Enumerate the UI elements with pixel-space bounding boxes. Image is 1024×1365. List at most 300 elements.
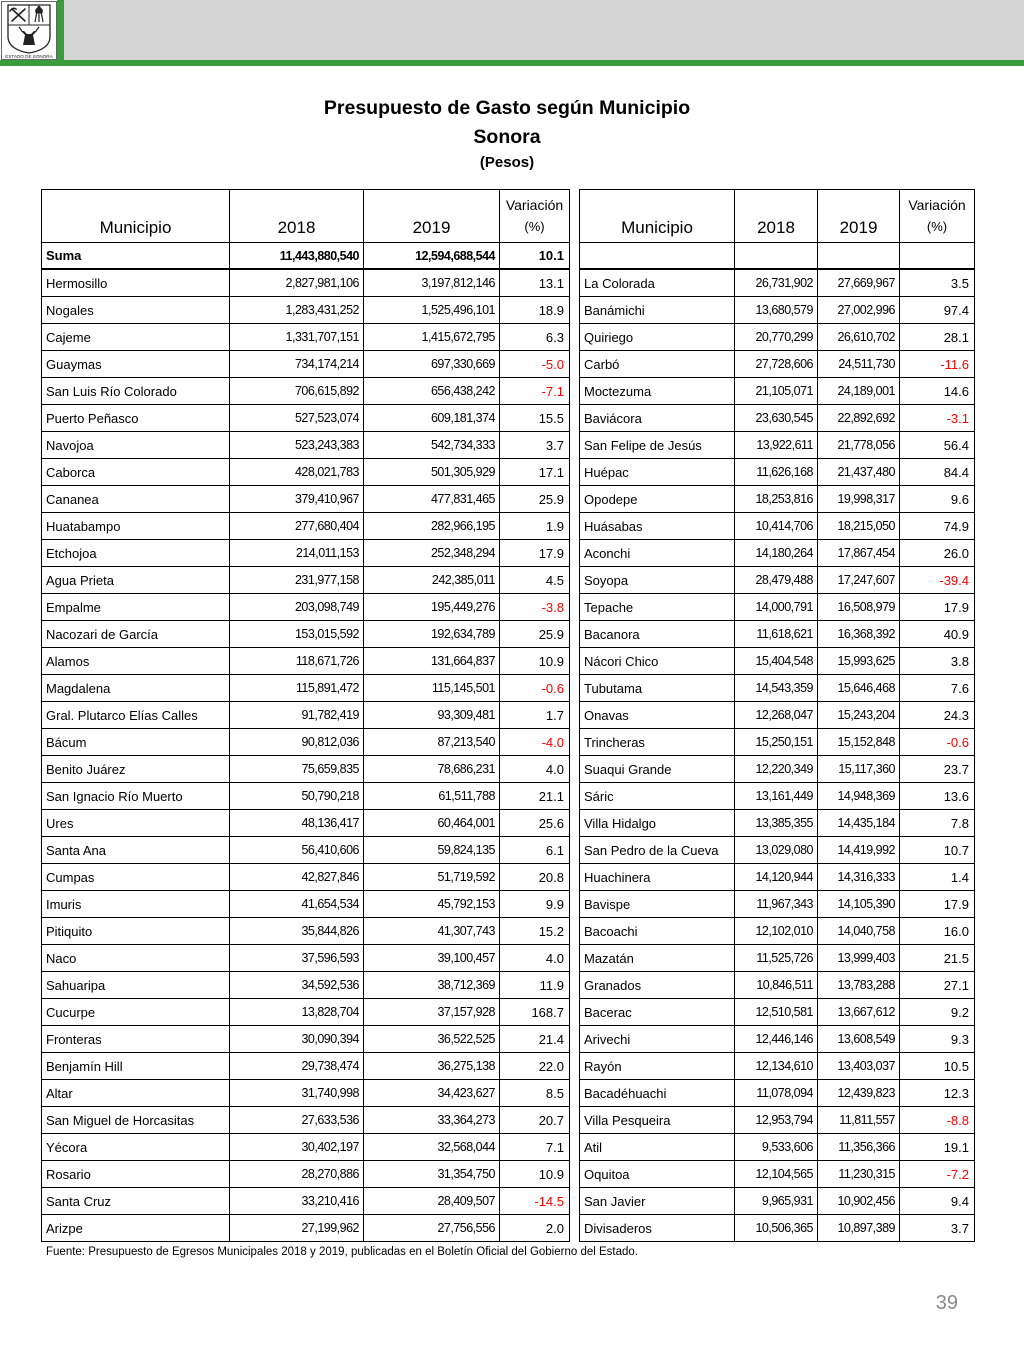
budget-2019-cell: 78,686,231 [364, 756, 500, 783]
budget-2019-cell: 26,610,702 [818, 324, 900, 351]
state-coat-of-arms-logo [1, 1, 57, 60]
municipio-cell: Banámichi [580, 297, 735, 324]
budget-2018-cell: 15,250,151 [735, 729, 818, 756]
variation-cell: 7.6 [900, 675, 975, 702]
budget-2019-cell: 1,415,672,795 [364, 324, 500, 351]
variation-cell: 9.6 [900, 486, 975, 513]
municipio-cell: Suaqui Grande [580, 756, 735, 783]
budget-2019-cell: 131,664,837 [364, 648, 500, 675]
column-header-municipio: Municipio [580, 190, 735, 243]
variation-cell: -14.5 [500, 1188, 570, 1215]
column-header-2018: 2018 [230, 190, 364, 243]
budget-2019-cell: 15,117,360 [818, 756, 900, 783]
budget-2019-cell: 13,667,612 [818, 999, 900, 1026]
budget-2018-cell: 15,404,548 [735, 648, 818, 675]
budget-2019-cell: 36,275,138 [364, 1053, 500, 1080]
budget-2018-cell: 14,000,791 [735, 594, 818, 621]
total-2018-cell: 11,443,880,540 [230, 243, 364, 270]
budget-2018-cell: 37,596,593 [230, 945, 364, 972]
budget-2018-cell: 2,827,981,106 [230, 270, 364, 297]
variation-cell: -3.8 [500, 594, 570, 621]
total-label-cell: Suma [42, 243, 230, 270]
budget-2019-cell: 542,734,333 [364, 432, 500, 459]
variation-cell: 3.8 [900, 648, 975, 675]
budget-2019-cell: 33,364,273 [364, 1107, 500, 1134]
budget-2018-cell: 12,102,010 [735, 918, 818, 945]
municipio-cell: Aconchi [580, 540, 735, 567]
budget-2018-cell: 26,731,902 [735, 270, 818, 297]
variation-cell: 84.4 [900, 459, 975, 486]
variacion-label: Variación [505, 197, 564, 213]
budget-2018-cell: 28,270,886 [230, 1161, 364, 1188]
variation-cell: 18.9 [500, 297, 570, 324]
budget-2018-cell: 34,592,536 [230, 972, 364, 999]
budget-2018-cell: 75,659,835 [230, 756, 364, 783]
variation-cell: 11.9 [500, 972, 570, 999]
municipio-cell: Villa Pesqueira [580, 1107, 735, 1134]
budget-2018-cell: 10,846,511 [735, 972, 818, 999]
variation-cell: 17.9 [900, 594, 975, 621]
variation-cell: 1.9 [500, 513, 570, 540]
variation-cell: -5.0 [500, 351, 570, 378]
variation-cell: 10.9 [500, 1161, 570, 1188]
budget-2019-cell: 656,438,242 [364, 378, 500, 405]
variation-cell: 3.5 [900, 270, 975, 297]
variation-cell: 3.7 [900, 1215, 975, 1242]
variation-cell: 28.1 [900, 324, 975, 351]
budget-2019-cell: 28,409,507 [364, 1188, 500, 1215]
budget-table-left [41, 189, 570, 1242]
logo-text: ESTADO DE SONORA [5, 54, 53, 59]
budget-2018-cell: 31,740,998 [230, 1080, 364, 1107]
variation-cell: 9.9 [500, 891, 570, 918]
budget-2018-cell: 13,161,449 [735, 783, 818, 810]
variation-cell: 23.7 [900, 756, 975, 783]
budget-2019-cell: 115,145,501 [364, 675, 500, 702]
budget-2018-cell: 13,029,080 [735, 837, 818, 864]
budget-2018-cell: 27,633,536 [230, 1107, 364, 1134]
municipio-cell: Soyopa [580, 567, 735, 594]
empty-cell [580, 243, 735, 270]
municipio-cell: Bácum [42, 729, 230, 756]
budget-2018-cell: 35,844,826 [230, 918, 364, 945]
budget-2019-cell: 13,999,403 [818, 945, 900, 972]
municipio-cell: Etchojoa [42, 540, 230, 567]
budget-2019-cell: 192,634,789 [364, 621, 500, 648]
variation-cell: 168.7 [500, 999, 570, 1026]
budget-2018-cell: 42,827,846 [230, 864, 364, 891]
budget-2018-cell: 1,283,431,252 [230, 297, 364, 324]
budget-2019-cell: 14,419,992 [818, 837, 900, 864]
variation-cell: 17.9 [900, 891, 975, 918]
municipio-cell: Yécora [42, 1134, 230, 1161]
total-variation-cell: 10.1 [500, 243, 570, 270]
variation-cell: 25.6 [500, 810, 570, 837]
budget-2018-cell: 12,268,047 [735, 702, 818, 729]
budget-2019-cell: 22,892,692 [818, 405, 900, 432]
variation-cell: -39.4 [900, 567, 975, 594]
budget-2019-cell: 87,213,540 [364, 729, 500, 756]
budget-2019-cell: 24,511,730 [818, 351, 900, 378]
budget-2019-cell: 16,368,392 [818, 621, 900, 648]
municipio-cell: Rosario [42, 1161, 230, 1188]
budget-2018-cell: 11,618,621 [735, 621, 818, 648]
municipio-cell: Navojoa [42, 432, 230, 459]
budget-2018-cell: 734,174,214 [230, 351, 364, 378]
budget-2019-cell: 45,792,153 [364, 891, 500, 918]
variation-cell: 22.0 [500, 1053, 570, 1080]
variation-cell: -11.6 [900, 351, 975, 378]
municipio-cell: Baviácora [580, 405, 735, 432]
variation-cell: -0.6 [900, 729, 975, 756]
municipio-cell: Pitiquito [42, 918, 230, 945]
municipio-cell: Bacoachi [580, 918, 735, 945]
budget-2019-cell: 39,100,457 [364, 945, 500, 972]
variation-cell: -0.6 [500, 675, 570, 702]
budget-2018-cell: 10,506,365 [735, 1215, 818, 1242]
municipio-cell: Cucurpe [42, 999, 230, 1026]
municipio-cell: Caborca [42, 459, 230, 486]
variation-cell: 10.7 [900, 837, 975, 864]
variation-cell: 7.8 [900, 810, 975, 837]
budget-2019-cell: 17,247,607 [818, 567, 900, 594]
state-subtitle: Sonora [473, 126, 541, 148]
budget-2018-cell: 13,922,611 [735, 432, 818, 459]
municipio-cell: San Felipe de Jesús [580, 432, 735, 459]
budget-2019-cell: 10,902,456 [818, 1188, 900, 1215]
municipio-cell: Ures [42, 810, 230, 837]
budget-2019-cell: 12,439,823 [818, 1080, 900, 1107]
variation-cell: 1.4 [900, 864, 975, 891]
budget-2019-cell: 15,993,625 [818, 648, 900, 675]
municipio-cell: Nacozari de García [42, 621, 230, 648]
municipio-cell: Naco [42, 945, 230, 972]
municipio-cell: Agua Prieta [42, 567, 230, 594]
municipio-cell: San Ignacio Río Muerto [42, 783, 230, 810]
variation-cell: 74.9 [900, 513, 975, 540]
budget-2019-cell: 51,719,592 [364, 864, 500, 891]
column-header-2019: 2019 [818, 190, 900, 243]
variation-cell: 25.9 [500, 621, 570, 648]
variation-cell: 13.1 [500, 270, 570, 297]
budget-2018-cell: 153,015,592 [230, 621, 364, 648]
municipio-cell: Huatabampo [42, 513, 230, 540]
municipio-cell: Magdalena [42, 675, 230, 702]
budget-2018-cell: 21,105,071 [735, 378, 818, 405]
variacion-unit-label: (%) [524, 219, 545, 234]
variation-cell: 97.4 [900, 297, 975, 324]
municipio-cell: Granados [580, 972, 735, 999]
budget-2018-cell: 1,331,707,151 [230, 324, 364, 351]
municipio-cell: Nácori Chico [580, 648, 735, 675]
variation-cell: 26.0 [900, 540, 975, 567]
empty-cell [735, 243, 818, 270]
variation-cell: 10.5 [900, 1053, 975, 1080]
municipio-cell: Gral. Plutarco Elías Calles [42, 702, 230, 729]
header-accent-line [0, 60, 1024, 66]
municipio-cell: Santa Cruz [42, 1188, 230, 1215]
municipio-cell: San Pedro de la Cueva [580, 837, 735, 864]
budget-2018-cell: 91,782,419 [230, 702, 364, 729]
municipio-cell: Bacanora [580, 621, 735, 648]
header-bar [64, 0, 1024, 60]
municipio-cell: San Miguel de Horcasitas [42, 1107, 230, 1134]
budget-2018-cell: 56,410,606 [230, 837, 364, 864]
budget-2019-cell: 1,525,496,101 [364, 297, 500, 324]
budget-2019-cell: 13,783,288 [818, 972, 900, 999]
variation-cell: 24.3 [900, 702, 975, 729]
municipio-cell: Oquitoa [580, 1161, 735, 1188]
budget-2018-cell: 277,680,404 [230, 513, 364, 540]
budget-2018-cell: 9,965,931 [735, 1188, 818, 1215]
budget-2019-cell: 14,435,184 [818, 810, 900, 837]
variation-cell: -8.8 [900, 1107, 975, 1134]
budget-2019-cell: 477,831,465 [364, 486, 500, 513]
variation-cell: 6.3 [500, 324, 570, 351]
budget-2019-cell: 38,712,369 [364, 972, 500, 999]
budget-2018-cell: 23,630,545 [735, 405, 818, 432]
budget-2019-cell: 34,423,627 [364, 1080, 500, 1107]
budget-2019-cell: 32,568,044 [364, 1134, 500, 1161]
budget-2018-cell: 30,090,394 [230, 1026, 364, 1053]
budget-2019-cell: 501,305,929 [364, 459, 500, 486]
municipio-cell: Altar [42, 1080, 230, 1107]
budget-2018-cell: 379,410,967 [230, 486, 364, 513]
budget-2019-cell: 19,998,317 [818, 486, 900, 513]
municipio-cell: Atil [580, 1134, 735, 1161]
variation-cell: 12.3 [900, 1080, 975, 1107]
municipio-cell: Huépac [580, 459, 735, 486]
municipio-cell: Tubutama [580, 675, 735, 702]
budget-2018-cell: 27,199,962 [230, 1215, 364, 1242]
budget-2018-cell: 41,654,534 [230, 891, 364, 918]
budget-2018-cell: 14,543,359 [735, 675, 818, 702]
budget-2018-cell: 11,525,726 [735, 945, 818, 972]
budget-2019-cell: 195,449,276 [364, 594, 500, 621]
budget-2018-cell: 33,210,416 [230, 1188, 364, 1215]
empty-cell [818, 243, 900, 270]
budget-2018-cell: 12,510,581 [735, 999, 818, 1026]
budget-2018-cell: 48,136,417 [230, 810, 364, 837]
budget-2019-cell: 21,437,480 [818, 459, 900, 486]
variation-cell: 56.4 [900, 432, 975, 459]
budget-2018-cell: 12,134,610 [735, 1053, 818, 1080]
variation-cell: 2.0 [500, 1215, 570, 1242]
unit-subtitle: (Pesos) [479, 154, 535, 171]
budget-2018-cell: 11,626,168 [735, 459, 818, 486]
variation-cell: -4.0 [500, 729, 570, 756]
budget-2019-cell: 18,215,050 [818, 513, 900, 540]
budget-2019-cell: 27,002,996 [818, 297, 900, 324]
variation-cell: 1.7 [500, 702, 570, 729]
municipio-cell: Moctezuma [580, 378, 735, 405]
budget-2019-cell: 13,403,037 [818, 1053, 900, 1080]
budget-2018-cell: 523,243,383 [230, 432, 364, 459]
municipio-cell: Sahuaripa [42, 972, 230, 999]
budget-2018-cell: 14,180,264 [735, 540, 818, 567]
budget-2018-cell: 28,479,488 [735, 567, 818, 594]
budget-2019-cell: 36,522,525 [364, 1026, 500, 1053]
budget-2019-cell: 13,608,549 [818, 1026, 900, 1053]
municipio-cell: Tepache [580, 594, 735, 621]
column-header-variacion [900, 190, 975, 243]
budget-2019-cell: 15,646,468 [818, 675, 900, 702]
variation-cell: -7.2 [900, 1161, 975, 1188]
variation-cell: 21.5 [900, 945, 975, 972]
variation-cell: 4.0 [500, 945, 570, 972]
budget-table-right [579, 189, 975, 1242]
variation-cell: 27.1 [900, 972, 975, 999]
variation-cell: 9.3 [900, 1026, 975, 1053]
budget-2018-cell: 13,680,579 [735, 297, 818, 324]
municipio-cell: Puerto Peñasco [42, 405, 230, 432]
budget-2018-cell: 12,953,794 [735, 1107, 818, 1134]
variation-cell: 16.0 [900, 918, 975, 945]
column-header-2019: 2019 [364, 190, 500, 243]
municipio-cell: Divisaderos [580, 1215, 735, 1242]
budget-2019-cell: 14,316,333 [818, 864, 900, 891]
variation-cell: 6.1 [500, 837, 570, 864]
municipio-cell: Onavas [580, 702, 735, 729]
budget-2018-cell: 12,446,146 [735, 1026, 818, 1053]
variation-cell: -3.1 [900, 405, 975, 432]
municipio-cell: Mazatán [580, 945, 735, 972]
budget-2019-cell: 3,197,812,146 [364, 270, 500, 297]
variation-cell: 21.1 [500, 783, 570, 810]
municipio-cell: Benjamín Hill [42, 1053, 230, 1080]
municipio-cell: Trincheras [580, 729, 735, 756]
variation-cell: 10.9 [500, 648, 570, 675]
budget-2018-cell: 706,615,892 [230, 378, 364, 405]
budget-2018-cell: 118,671,726 [230, 648, 364, 675]
variation-cell: 9.2 [900, 999, 975, 1026]
budget-2019-cell: 282,966,195 [364, 513, 500, 540]
column-header-variacion [500, 190, 570, 243]
budget-2019-cell: 27,669,967 [818, 270, 900, 297]
municipio-cell: Fronteras [42, 1026, 230, 1053]
variation-cell: 19.1 [900, 1134, 975, 1161]
budget-2019-cell: 11,811,557 [818, 1107, 900, 1134]
report-title: Presupuesto de Gasto según Municipio [323, 97, 691, 119]
source-note: Fuente: Presupuesto de Egresos Municipales 2018 y 2019, publicadas en el Boletín Oficial del Gobierno del Estado. [46, 1246, 638, 1258]
municipio-cell: Sáric [580, 783, 735, 810]
variation-cell: 21.4 [500, 1026, 570, 1053]
budget-2019-cell: 93,309,481 [364, 702, 500, 729]
municipio-cell: Villa Hidalgo [580, 810, 735, 837]
variacion-label: Variación [908, 197, 966, 213]
municipio-cell: Cumpas [42, 864, 230, 891]
total-2019-cell: 12,594,688,544 [364, 243, 500, 270]
variation-cell: 25.9 [500, 486, 570, 513]
budget-2019-cell: 15,243,204 [818, 702, 900, 729]
municipio-cell: Arivechi [580, 1026, 735, 1053]
municipio-cell: Bacadéhuachi [580, 1080, 735, 1107]
municipio-cell: Santa Ana [42, 837, 230, 864]
municipio-cell: Opodepe [580, 486, 735, 513]
municipio-cell: San Luis Río Colorado [42, 378, 230, 405]
municipio-cell: Cajeme [42, 324, 230, 351]
budget-2018-cell: 115,891,472 [230, 675, 364, 702]
budget-2018-cell: 527,523,074 [230, 405, 364, 432]
budget-2019-cell: 31,354,750 [364, 1161, 500, 1188]
municipio-cell: Rayón [580, 1053, 735, 1080]
budget-2018-cell: 9,533,606 [735, 1134, 818, 1161]
variation-cell: 20.7 [500, 1107, 570, 1134]
budget-2018-cell: 50,790,218 [230, 783, 364, 810]
budget-2018-cell: 27,728,606 [735, 351, 818, 378]
budget-2018-cell: 10,414,706 [735, 513, 818, 540]
column-header-2018: 2018 [735, 190, 818, 243]
budget-2019-cell: 14,105,390 [818, 891, 900, 918]
variation-cell: 13.6 [900, 783, 975, 810]
municipio-cell: Arizpe [42, 1215, 230, 1242]
budget-2019-cell: 59,824,135 [364, 837, 500, 864]
municipio-cell: Huachinera [580, 864, 735, 891]
budget-2019-cell: 60,464,001 [364, 810, 500, 837]
variation-cell: 9.4 [900, 1188, 975, 1215]
variation-cell: 20.8 [500, 864, 570, 891]
budget-2019-cell: 609,181,374 [364, 405, 500, 432]
header-accent-line-vertical [57, 0, 64, 66]
budget-2019-cell: 16,508,979 [818, 594, 900, 621]
municipio-cell: Carbó [580, 351, 735, 378]
budget-2018-cell: 12,104,565 [735, 1161, 818, 1188]
variacion-unit-label: (%) [926, 219, 948, 234]
budget-2019-cell: 24,189,001 [818, 378, 900, 405]
budget-2019-cell: 61,511,788 [364, 783, 500, 810]
municipio-cell: Bavispe [580, 891, 735, 918]
budget-2018-cell: 14,120,944 [735, 864, 818, 891]
municipio-cell: Alamos [42, 648, 230, 675]
budget-2019-cell: 242,385,011 [364, 567, 500, 594]
budget-2018-cell: 11,967,343 [735, 891, 818, 918]
budget-2019-cell: 252,348,294 [364, 540, 500, 567]
budget-2018-cell: 214,011,153 [230, 540, 364, 567]
budget-2018-cell: 203,098,749 [230, 594, 364, 621]
budget-2019-cell: 41,307,743 [364, 918, 500, 945]
municipio-cell: San Javier [580, 1188, 735, 1215]
variation-cell: 4.5 [500, 567, 570, 594]
municipio-cell: Guaymas [42, 351, 230, 378]
municipio-cell: Benito Juárez [42, 756, 230, 783]
municipio-cell: Quiriego [580, 324, 735, 351]
budget-2019-cell: 27,756,556 [364, 1215, 500, 1242]
budget-2019-cell: 10,897,389 [818, 1215, 900, 1242]
column-header-municipio: Municipio [42, 190, 230, 243]
budget-2018-cell: 18,253,816 [735, 486, 818, 513]
budget-2018-cell: 12,220,349 [735, 756, 818, 783]
variation-cell: 7.1 [500, 1134, 570, 1161]
budget-2018-cell: 20,770,299 [735, 324, 818, 351]
variation-cell: -7.1 [500, 378, 570, 405]
budget-2019-cell: 17,867,454 [818, 540, 900, 567]
variation-cell: 15.5 [500, 405, 570, 432]
budget-2019-cell: 11,356,366 [818, 1134, 900, 1161]
page-number: 39 [935, 1292, 958, 1314]
budget-2018-cell: 30,402,197 [230, 1134, 364, 1161]
variation-cell: 8.5 [500, 1080, 570, 1107]
budget-2019-cell: 697,330,669 [364, 351, 500, 378]
budget-2018-cell: 13,385,355 [735, 810, 818, 837]
variation-cell: 15.2 [500, 918, 570, 945]
variation-cell: 17.9 [500, 540, 570, 567]
variation-cell: 3.7 [500, 432, 570, 459]
municipio-cell: Hermosillo [42, 270, 230, 297]
municipio-cell: Nogales [42, 297, 230, 324]
variation-cell: 4.0 [500, 756, 570, 783]
budget-2019-cell: 21,778,056 [818, 432, 900, 459]
budget-2019-cell: 15,152,848 [818, 729, 900, 756]
